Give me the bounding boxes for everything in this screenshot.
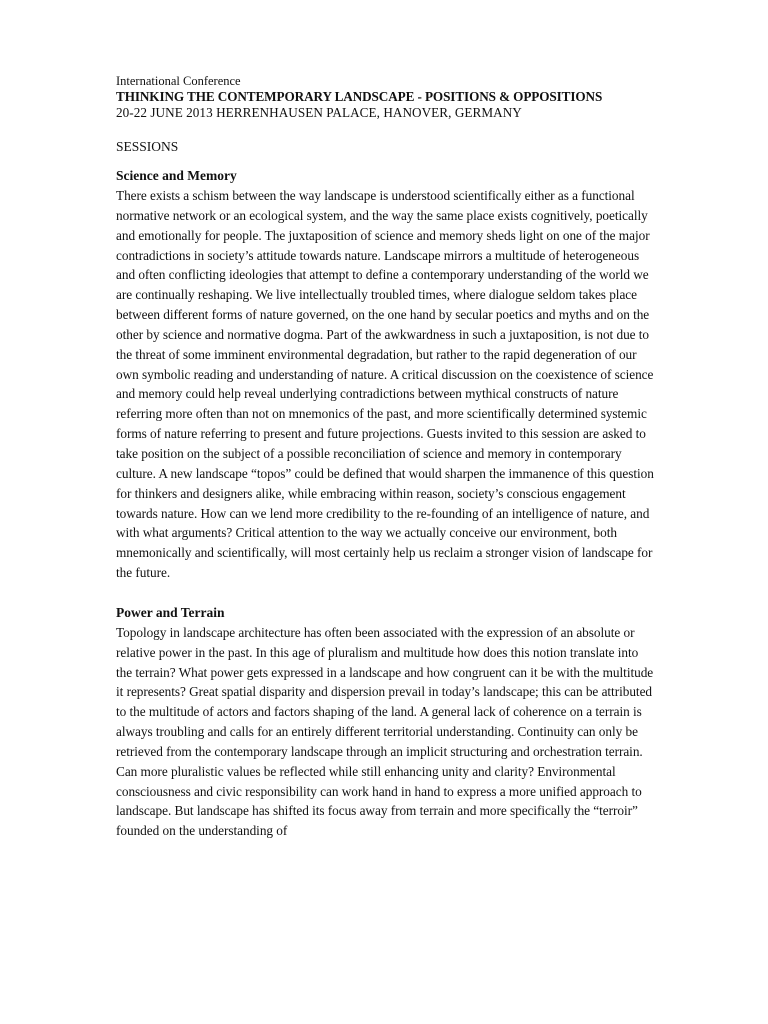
section-power-and-terrain [116, 603, 656, 841]
section-body: There exists a schism between the way landscape is understood scientifically either as a functional normative network or an ecological system, and the way the same place exists cognitively, poetically and emotionally for people. The juxtaposition of science and memory sheds light on one of the major contradictions in society’s attitude towards nature. Landscape mirrors a multitude of heterogeneous and often conflicting ideologies that attempt to define a contemporary understanding of the world we are continually reshaping. We live intellectually troubled times, where dialogue seldom takes place between different forms of nature governed, on the one hand by secular poetics and myths and on the other by science and normative dogma. Part of the awkwardness in such a juxtaposition, is not due to the threat of some imminent environmental degradation, but rather to the rapid degeneration of our own symbolic reading and understanding of nature. A critical discussion on the coexistence of science and memory could help reveal underlying contradictions between mythical constructs of nature referring more often than not on mnemonics of the past, and more scientifically determined systemic forms of nature referring to present and future projections. Guests invited to this session are asked to take position on the subject of a possible reconciliation of science and memory in contemporary culture. A new landscape “topos” could be defined that would sharpen the immanence of this question for thinkers and designers alike, while embracing within reason, society’s conscious engagement towards nature. How can we lend more credibility to the re-founding of an intelligence of nature, and with what arguments? Critical attention to the way we actually conceive our environment, both mnemonically and scientifically, will most certainly help us reclaim a stronger vision of landscape for the future. [116, 188, 654, 581]
conference-kicker: International Conference [116, 74, 241, 88]
document-page [116, 73, 656, 841]
conference-date-location: 20-22 JUNE 2013 HERRENHAUSEN PALACE, HANOVER, GERMANY [116, 105, 522, 120]
conference-title: THINKING THE CONTEMPORARY LANDSCAPE - POSITIONS & OPPOSITIONS [116, 89, 603, 104]
section-body: Topology in landscape architecture has often been associated with the expression of an absolute or relative power in the past. In this age of pluralism and multitude how does this notion translate into the terrain? What power gets expressed in a landscape and how congruent can it be with the multitude it represents? Great spatial disparity and dispersion prevail in today’s landscape; this can be attributed to the multitude of actors and factors shaping of the land. A general lack of coherence on a terrain is always troubling and calls for an entirely different territorial understanding. Continuity can only be retrieved from the contemporary landscape through an implicit structuring and orchestration terrain. Can more pluralistic values be reflected while still enhancing unity and clarity? Environmental consciousness and civic responsibility can work hand in hand to express a more unified approach to landscape. But landscape has shifted its focus away from terrain and more specifically the “terroir” founded on the understanding of [116, 624, 654, 839]
section-divider-space [116, 583, 656, 603]
section-heading: Science and Memory [116, 168, 237, 183]
sessions-heading: SESSIONS [116, 139, 179, 154]
section-heading: Power and Terrain [116, 604, 225, 620]
section-science-and-memory [116, 166, 656, 583]
